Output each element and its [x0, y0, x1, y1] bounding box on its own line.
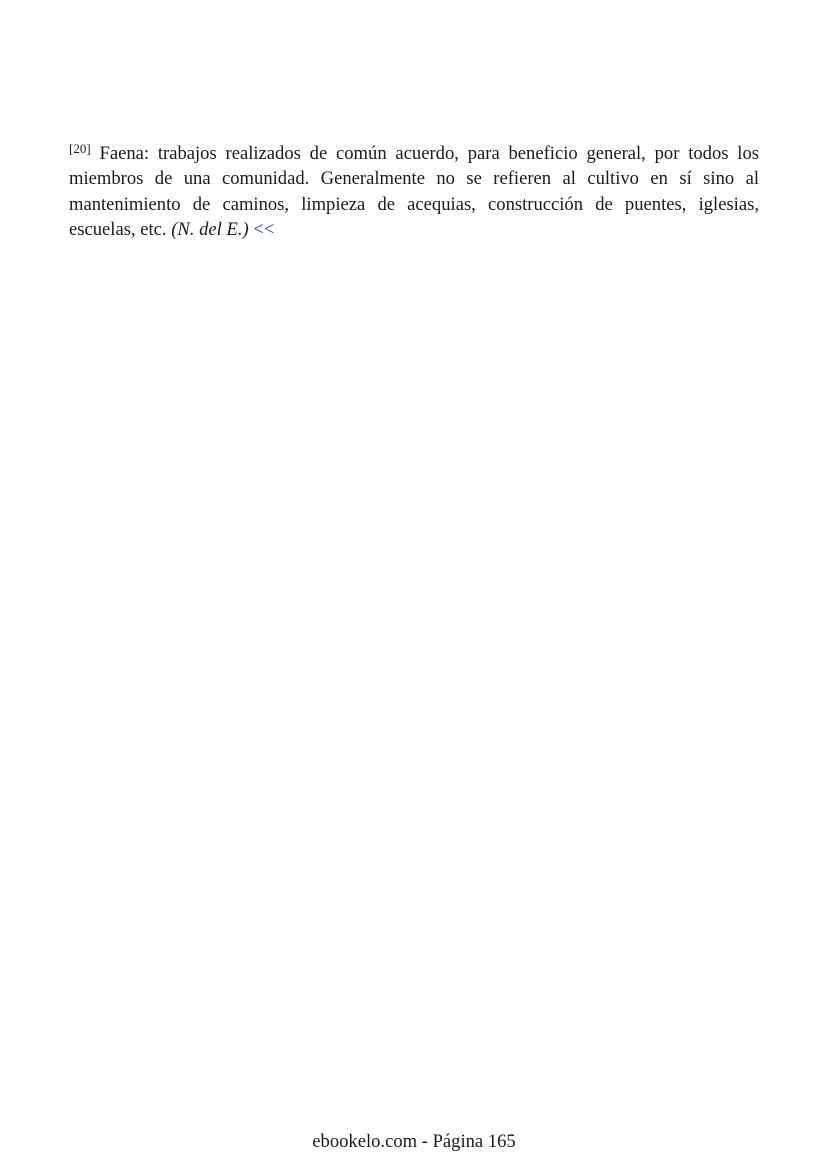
page-footer: ebookelo.com - Página 165 — [312, 1131, 516, 1152]
footnote-text: Faena: trabajos realizados de común acuerdo, para beneficio general, por todos los miembros de una comunidad. Generalmente no se refieren al cultivo en sí sino al mantenimiento de caminos, limpieza de acequias, construcción de puentes, iglesias, escuelas, etc. — [69, 143, 759, 241]
footnote-back-link[interactable]: << — [253, 219, 275, 241]
footnote-source: (N. del E.) — [171, 219, 249, 241]
footnote-reference-number: [20] — [69, 140, 91, 156]
footnote-paragraph — [69, 141, 759, 243]
